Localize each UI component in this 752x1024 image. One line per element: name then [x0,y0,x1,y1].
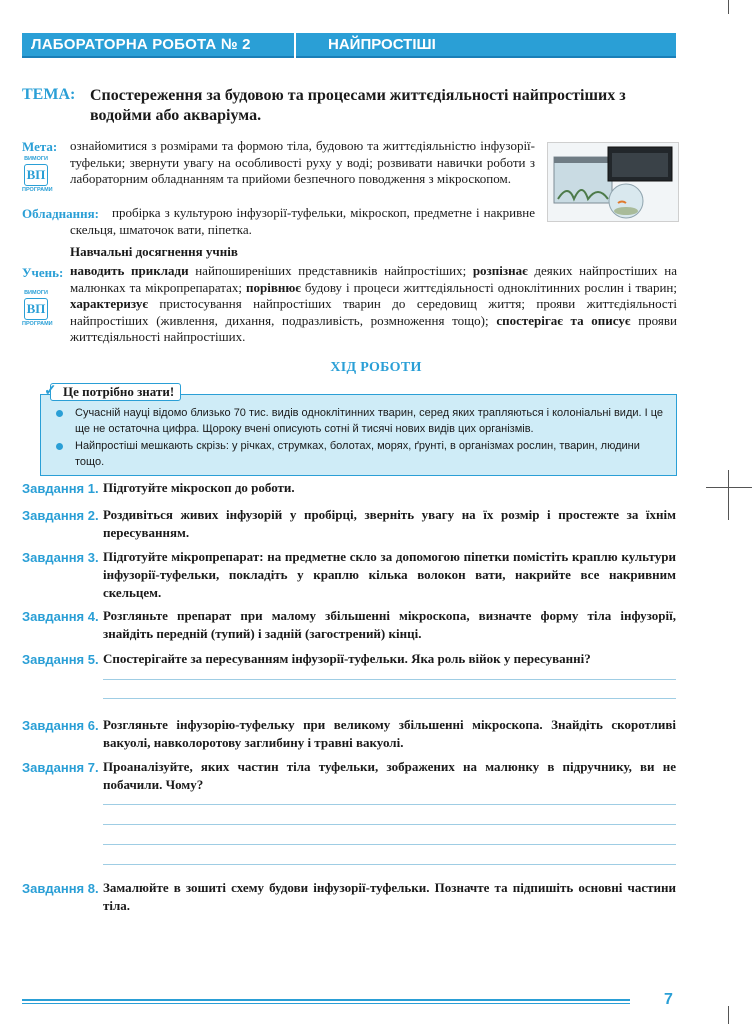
achievements-text [70,263,677,346]
footer-rule [22,999,630,1001]
task-text: Розгляньте препарат при малому збільшенні мікроскопа, визначте форму тіла інфузорії, знайдіть передній (тупий) і задній (загострений) кінці. [103,608,676,641]
equipment-label: Обладнання: [22,206,99,221]
achievement-verb: спостерігає та описує [496,312,631,328]
achievement-verb: характеризує [70,296,148,311]
equipment-text: пробірка з культурою інфузорії-туфельки, мікроскоп, предметне і накривне скельця, шматочок вати, піпетка. [70,205,535,237]
meta-text: ознайомитися з розмірами та формою тіла, будовою та життєдіяльністю інфузорії-туфельки; звернути увагу на особливості руху у воді; розвивати навички роботи з лабораторним обладнанням та прийоми безпечного поводження з мікроскопом. [70,138,535,186]
answer-line[interactable] [103,679,676,680]
student-label: Учень: [22,265,64,280]
answer-line[interactable] [103,844,676,845]
footer-rule [22,1003,630,1004]
header-divider [294,33,296,58]
badge-mark: ВП [24,164,48,186]
task-label: Завдання 1. [22,481,99,496]
achievement-text: будову і процеси життєдіяльності одноклітинних рослин і тварин; [300,279,677,295]
achievement-text: деяких найпростіших на малюнках та мікропрепаратах; [70,263,677,295]
info-item: Сучасній науці відомо близько 70 тис. видів одноклітинних тварин, серед яких трапляються і колоніальні види. І це ще не остаточна цифра. Щороку вчені описують сотні й тисячі нових видів цих організмів. [75,407,664,435]
task-label: Завдання 2. [22,508,99,523]
header-bar [22,33,676,58]
info-box-title: Це потрібно знати! [50,383,181,401]
answer-line[interactable] [103,698,676,699]
task-text: Роздивіться живих інфузорій у пробірці, зверніть увагу на їх розмір і простежте за їхнім пересуванням. [103,507,676,540]
crop-mark [728,470,729,520]
task-label: Завдання 8. [22,881,99,896]
answer-line[interactable] [103,864,676,865]
checkmark-icon: ✓ [44,383,57,399]
task-text: Спостерігайте за пересуванням інфузорії-туфельки. Яка роль війок у пересуванні? [103,651,591,666]
task-text: Проаналізуйте, яких частин тіла туфельки, зображених на малюнку в підручнику, ви не побачили. Чому? [103,759,676,792]
task-label: Завдання 6. [22,718,99,733]
section-title: ХІД РОБОТИ [330,360,422,375]
achievement-text: найпоширеніших представників найпростіших; [188,263,473,278]
badge-bottom-text: ПРОГРАМИ [22,321,53,327]
page-number: 7 [664,991,673,1008]
achievement-verb: порівнює [245,279,301,295]
achievement-verb: розпізнає [472,263,528,278]
answer-line[interactable] [103,804,676,805]
topic-title: НАЙПРОСТІШІ [328,36,436,53]
crop-mark [706,487,752,488]
achievement-text: прояви життєдіяльності найпростіших. [70,312,677,344]
task-text: Підготуйте мікроскоп до роботи. [103,480,295,495]
answer-line[interactable] [103,824,676,825]
task-text: Замалюйте в зошиті схему будови інфузорії-туфельки. Позначте та підпишіть основні частини тіла. [103,880,676,913]
requirements-badge [22,290,53,328]
tema-text: Спостереження за будовою та процесами життєдіяльності найпростіших з водойми або акваріума. [90,87,626,124]
achievements-heading: Навчальні досягнення учнів [70,244,238,259]
bullet-icon [56,410,63,417]
achievement-verb: наводить приклади [70,263,189,278]
achievement-text: пристосування найпростіших тварин до середовищ життя; прояви життєдіяльності найпростіших (живлення, дихання, подразливість, розмноження тощо); [70,296,677,328]
lab-work-title: ЛАБОРАТОРНА РОБОТА № 2 [31,36,251,53]
task-text: Розгляньте інфузорію-туфельку при великому збільшенні мікроскопа. Знайдіть скоротливі вакуолі, навколоротову заглибину і травні вакуолі. [103,717,676,750]
meta-label: Мета: [22,139,58,154]
info-item: Найпростіші мешкають скрізь: у річках, струмках, болотах, морях, ґрунті, в організмах рослин, тварин, людини тощо. [75,440,640,468]
badge-bottom-text: ПРОГРАМИ [22,187,53,193]
aquarium-illustration [548,143,678,221]
task-label: Завдання 7. [22,760,99,775]
badge-top-text: ВИМОГИ [24,156,48,162]
badge-top-text: ВИМОГИ [24,290,48,296]
requirements-badge [22,156,53,194]
task-label: Завдання 4. [22,609,99,624]
crop-mark [728,1006,729,1024]
task-text: Підготуйте мікропрепарат: на предметне скло за допомогою піпетки помістіть краплю культури інфузорії-туфельки, покладіть у краплю кілька волокон вати, накрийте все накривним скельцем. [103,549,676,600]
crop-mark [728,0,729,14]
badge-mark: ВП [24,298,48,320]
aquarium-photo [547,142,679,222]
bullet-icon [56,443,63,450]
task-label: Завдання 5. [22,652,99,667]
task-label: Завдання 3. [22,550,99,565]
tema-label: ТЕМА: [22,86,76,103]
